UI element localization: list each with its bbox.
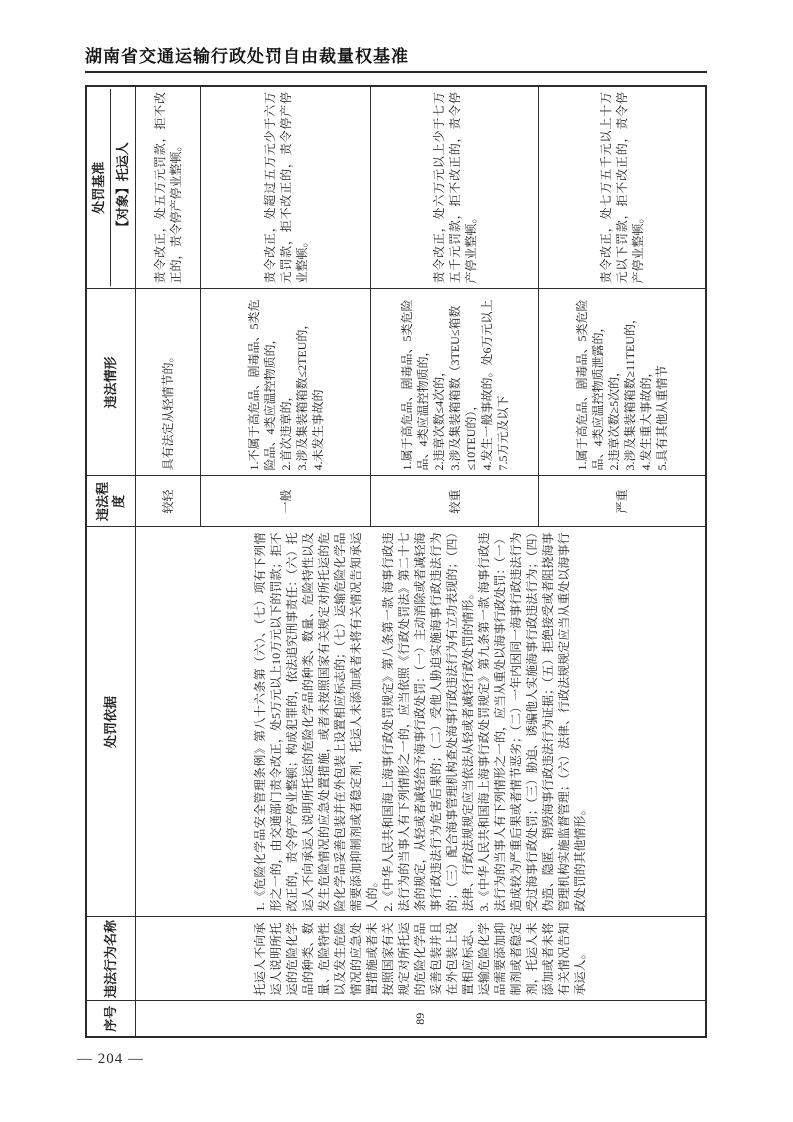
violation-name-text: 托运人不向承运人说明所托运的危险化学品的种类、数量、危险特性以及发生危险情况的应急处置措施或者未按照国家有关规定对所托运的危险化学品妥善包装并且在外包装上设置相应标志、运输危险化学品需要添加抑制剂或者稳定剂，托运人未添加或者未将有关情况告知承运人。 [253, 922, 588, 996]
cell-degree-2: 一般 [201, 476, 371, 527]
circumstance-line: 4.发生重大事故的， [638, 365, 653, 471]
rotated-table-wrapper [85, 87, 703, 1038]
header-qingxing: 违法情形 [86, 289, 136, 476]
circumstance-line: 3.涉及集装箱箱数（3TEU≤箱数≤10TEU的）， [447, 305, 478, 471]
header-mingcheng: 违法行为名称 [86, 917, 136, 1001]
circumstance-line: 1.属于高危品、剧毒品、5类危险品、4类应温控物质的， [399, 299, 430, 471]
circumstance-line: 4.发生一般事故的。处6万元以上7.5万元及以下 [479, 299, 510, 471]
cell-standard-4 [539, 86, 706, 289]
cell-serial-number: 89 [136, 1001, 706, 1037]
rotated-table-area [85, 87, 705, 1039]
header-jizhun-title: 处罚基准 [87, 89, 111, 287]
cell-degree-4: 严重 [539, 476, 706, 527]
circumstance-line: 2.违章次数≤4次的， [431, 364, 446, 471]
circumstance-line: 1.属于高危品、剧毒品、5类危险品、4类应温控物质泄露的， [574, 299, 605, 471]
header-xuhao: 序号 [86, 1001, 136, 1037]
cell-circumstance-3 [371, 289, 539, 476]
header-jizhun [86, 86, 136, 289]
cell-circumstance-4 [539, 289, 706, 476]
cell-standard-3 [371, 86, 539, 289]
table-header-row [86, 86, 136, 1037]
standard-text: 责令改正，处超过五万元少于六万元罚款，拒不改正的，责令停产停业整顿。 [262, 92, 309, 284]
circumstance-line: 3.涉及集装箱箱数≤2TEU的， [294, 317, 309, 471]
circumstance-line: 3.涉及集装箱箱数≥11TEU的， [622, 312, 637, 471]
basis-paragraph-3: 3.《中华人民共和国海上海事行政处罚规定》第九条第一款 海事行政违法行为的当事人有下列情形之一的，应当从重处以海事行政处罚：（一）造成较为严重后果或者情节恶劣；（二）一年内因同一海事行政违法行为受过海事行政处罚；（三）胁迫、诱骗他人实施海事行政违法行为；（四）伪造、隐匿、销毁海事行政违法行为证据；（五）拒绝接受或者阻挠海事管理机构实施监督管理；（六）法律、行政法规规定应当从重处以海事行政处罚的其他情形。 [477, 532, 588, 912]
cell-standard-1 [136, 86, 201, 289]
circumstance-line: 2.首次违章的， [278, 389, 293, 471]
basis-paragraph-1: 1.《危险化学品安全管理条例》第八十六条第（六）、（七）项有下列情形之一的，由交通部门责令改正，处5万元以上10万元以下的罚款；拒不改正的，责令停产停业整顿；构成犯罪的，依法追究刑事责任：（六）托运人不向承运人说明所托运的危险化学品的种类、数量、危险特性以及发生危险情况的应急处置措施，或者未按照国家有关规定对所托运的危险化学品妥善包装并在外包装上设置相应标志的；（七）运输危险化学品需要添加抑制剂或者稳定剂，托运人未添加或者未将有关情况告知承运人的。 [253, 532, 380, 912]
cell-circumstance-2 [201, 289, 371, 476]
circumstance-line: 2.违章次数≥5次的， [606, 364, 621, 471]
cell-circumstance-1 [136, 289, 201, 476]
cell-penalty-basis [136, 527, 706, 917]
title-rule [85, 71, 707, 73]
header-chengdu: 违法程度 [86, 476, 136, 527]
cell-violation-name [136, 917, 706, 1001]
page-number: — 204 — [77, 1051, 144, 1067]
cell-degree-3: 较重 [371, 476, 539, 527]
circumstance-line: 4.未发生事故的 [310, 389, 325, 471]
standard-text: 责令改正，处五万元罚款，拒不改正的，责令停产停业整顿。 [153, 92, 183, 284]
basis-paragraph-2: 2.《中华人民共和国海上海事行政处罚规定》第八条第一款 海事行政违法行为的当事人有下列情形之一的，应当依照《行政处罚法》第二十七条的规定，从轻或者减轻给予海事行政处罚：（一）主动消除或者减轻海事行政违法行为危害后果的；（二）受他人胁迫实施海事行政违法行为的；（三）配合海事管理机构查处海事行政违法行为有立功表现的；（四）法律、行政法规规定应当依法从轻或者减轻行政处罚的情形。 [381, 532, 476, 912]
header-yiju: 处罚依据 [86, 527, 136, 917]
circumstance-line: 5.具有其他从重情节 [654, 365, 669, 471]
table-row-qingwei [136, 86, 201, 1037]
page-title: 湖南省交通运输行政处罚自由裁量权基准 [85, 47, 409, 66]
cell-standard-2 [201, 86, 371, 289]
standard-text: 责令改正，处七万五千元以上十万元以下罚款，拒不改正的，责令停产停业整顿。 [598, 92, 645, 284]
standard-text: 责令改正，处六万元以上少于七万五千元罚款，拒不改正的，责令停产停业整顿。 [431, 92, 478, 284]
circumstance-line: 1.不属于高危品、剧毒品、5类危险品、4类应温控物质的， [246, 299, 277, 471]
cell-degree-1: 较轻 [136, 476, 201, 527]
header-jizhun-object: 【对象】托运人 [115, 142, 130, 234]
penalty-standard-table [85, 85, 707, 1038]
circumstance-line: 具有法定从轻情节的。 [161, 350, 175, 471]
